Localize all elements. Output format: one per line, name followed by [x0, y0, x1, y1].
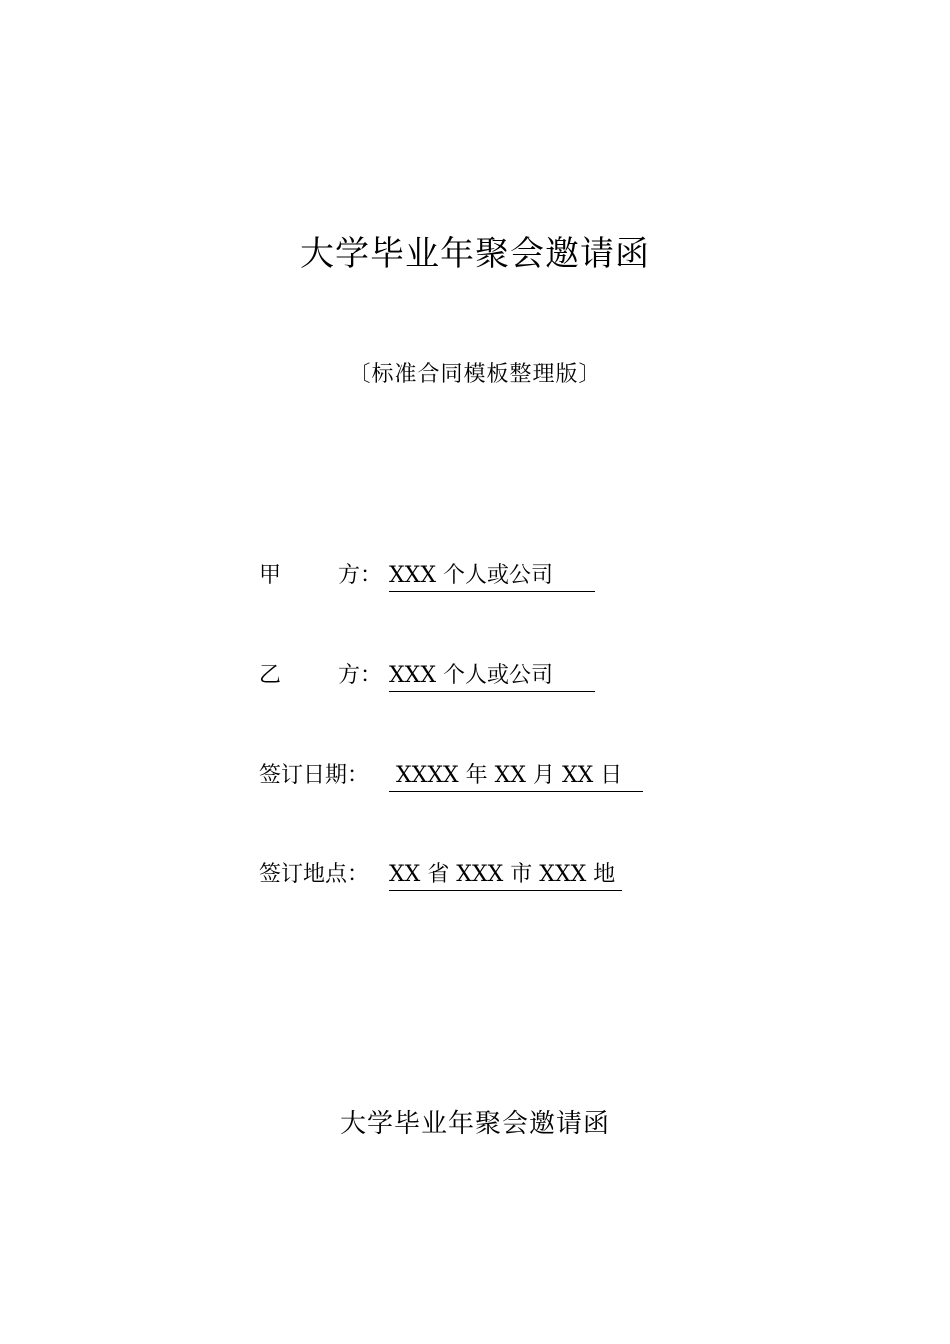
sign-date-label: 签订日期：	[259, 763, 370, 788]
party-b-label-first: 乙	[259, 663, 282, 688]
party-b-value: XXX 个人或公司	[389, 661, 595, 692]
footer-title: 大学毕业年聚会邀请函	[339, 1109, 610, 1139]
document-subtitle: 〔标准合同模板整理版〕	[348, 362, 602, 387]
party-a-label-second: 方：	[338, 563, 383, 588]
party-b-label	[259, 661, 382, 691]
sign-date-value: XXXX 年 XX 月 XX 日	[389, 761, 643, 792]
party-a-label-first: 甲	[259, 563, 282, 588]
party-a-value: XXX 个人或公司	[389, 561, 595, 592]
party-a-label	[259, 561, 382, 591]
sign-place-label: 签订地点：	[259, 862, 370, 887]
sign-place-value: XX 省 XXX 市 XXX 地	[389, 860, 622, 891]
party-b-label-second: 方：	[338, 663, 383, 688]
document-title: 大学毕业年聚会邀请函	[300, 234, 650, 274]
